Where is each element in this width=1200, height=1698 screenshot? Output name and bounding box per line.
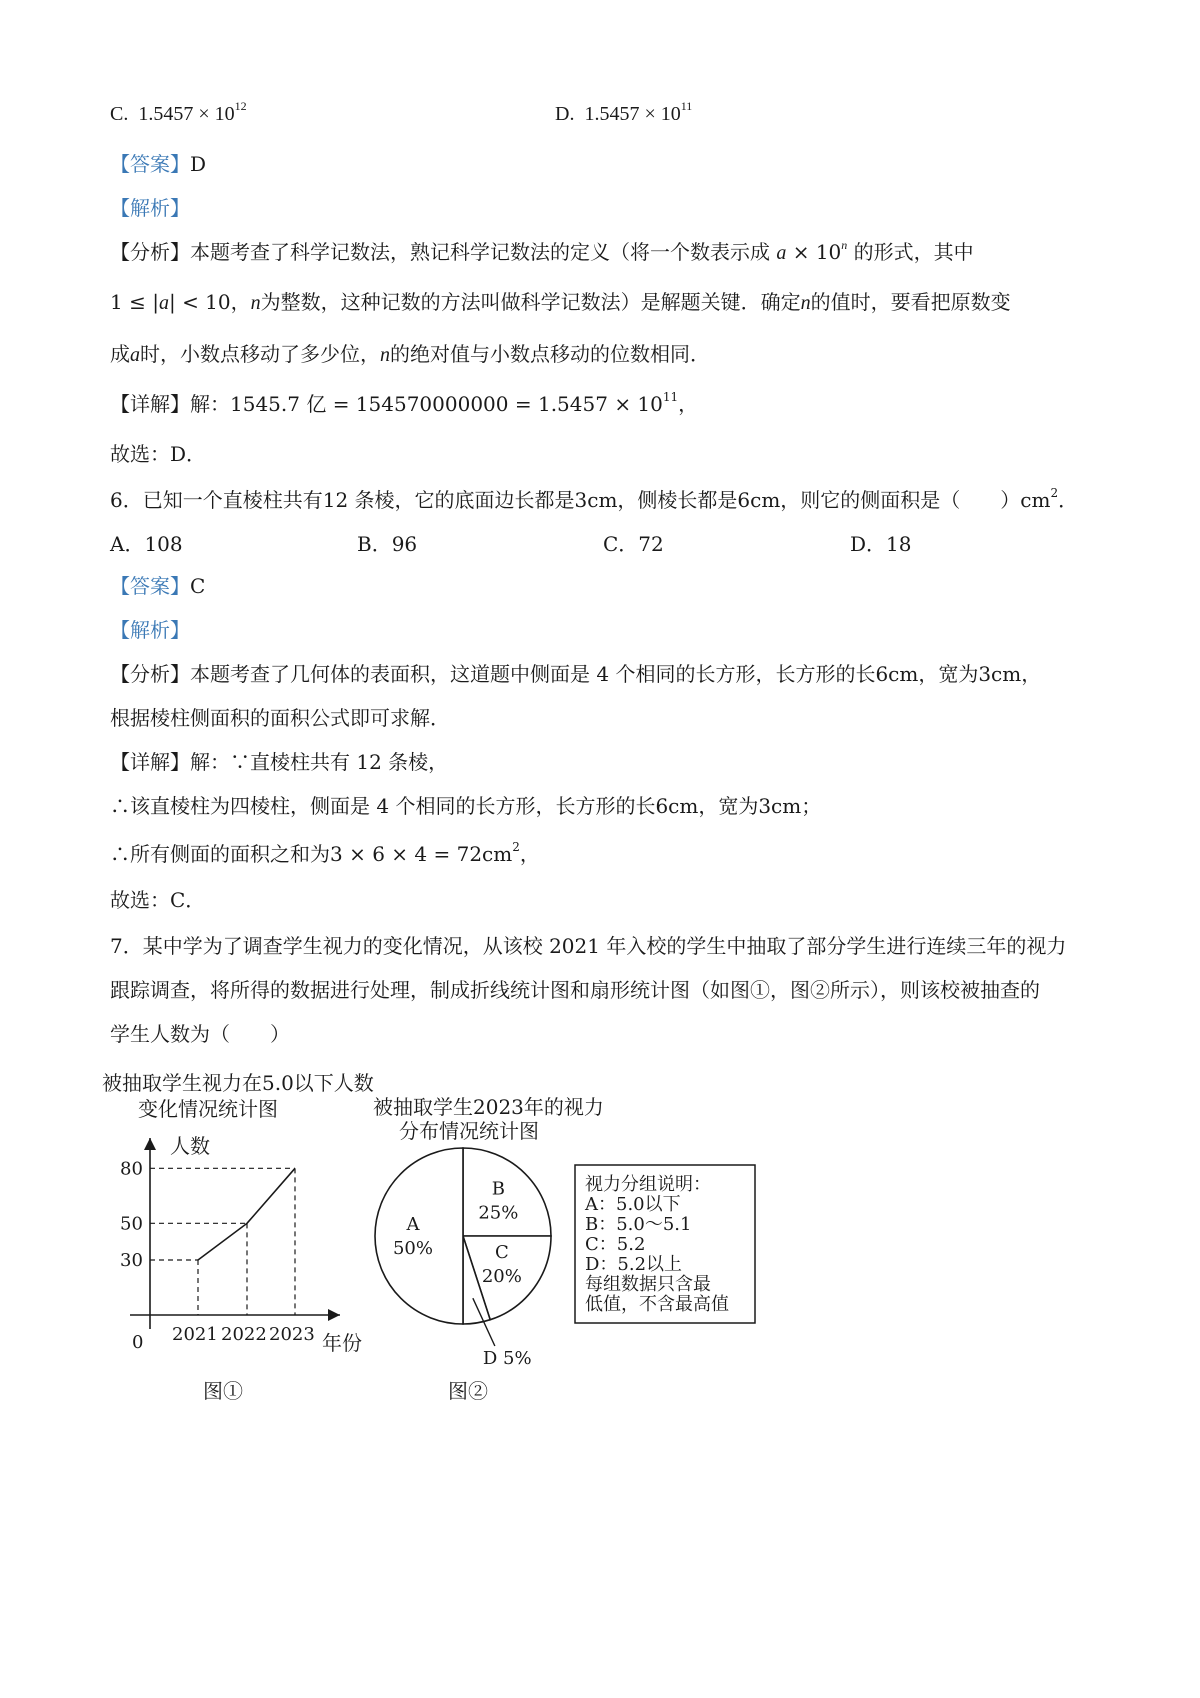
q7-stem-line2: 跟踪调查，将所得的数据进行处理，制成折线统计图和扇形统计图（如图①，图②所示），则该校被抽查的 bbox=[110, 978, 1040, 1002]
q6-option-a: A．108 bbox=[110, 532, 183, 556]
q6-detail-line1: 【详解】解：∵直棱柱共有 12 条棱， bbox=[110, 750, 449, 774]
x-tick-label-2021: 2021 bbox=[172, 1324, 218, 1345]
q5-analysis-tag: 【解析】 bbox=[110, 196, 190, 220]
legend-note-2: 低值，不含最高值 bbox=[585, 1294, 729, 1315]
legend-item-d: D：5.2以上 bbox=[585, 1254, 683, 1275]
q6-option-b: B．96 bbox=[357, 532, 418, 556]
line-chart-axes bbox=[130, 1138, 340, 1329]
pie-value-a: 50% bbox=[392, 1238, 434, 1259]
x-tick-label-2022: 2022 bbox=[221, 1324, 267, 1345]
fig2-caption: 图② bbox=[448, 1379, 488, 1403]
line-chart-title: 被抽取学生视力在5.0以下人数 bbox=[102, 1071, 374, 1095]
q5-choose: 故选：D． bbox=[110, 442, 207, 466]
q6-detail-line2: ∴该直棱柱为四棱柱，侧面是 4 个相同的长方形，长方形的长6cm，宽为3cm； bbox=[110, 794, 822, 818]
q5-detail: 【详解】解：1545.7 亿 = $154570000000 = 1.5457 \times 10^{11}$， bbox=[110, 390, 699, 416]
pie-value-c: 20% bbox=[481, 1266, 522, 1288]
y-tick-label-80: 80 bbox=[120, 1158, 143, 1180]
x-tick-label-2023: 2023 bbox=[269, 1324, 315, 1345]
q7-stem-line3: 学生人数为（ ） bbox=[110, 1022, 290, 1046]
pie-label-c: C bbox=[494, 1242, 509, 1264]
q5-option-d: D. $1.5457 \times 10^{11}$ bbox=[555, 99, 693, 125]
line-chart-origin: 0 bbox=[132, 1332, 144, 1353]
pie-chart bbox=[365, 1090, 815, 1380]
q6-stem: 6．已知一个直棱柱共有12 条棱，它的底面边长都是3cm，侧棱长都是6cm，则它的侧面积是（ ）$cm^2$． bbox=[110, 486, 1079, 512]
q5-option-c: C. $1.5457 \times 10^{12}$ bbox=[110, 99, 247, 125]
pie-chart-title: 被抽取学生2023年的视力 bbox=[373, 1095, 604, 1119]
pie-slice-a bbox=[375, 1148, 463, 1324]
fig1-caption: 图① bbox=[203, 1379, 243, 1403]
legend-item-b: B：5.0～5.1 bbox=[585, 1214, 692, 1235]
q6-analysis-tag: 【解析】 bbox=[110, 618, 190, 642]
legend-item-c: C：5.2 bbox=[585, 1234, 646, 1255]
q6-fenxi-line2: 根据棱柱侧面积的面积公式即可求解． bbox=[110, 706, 450, 730]
q5-fenxi-line2: 1 ≤ |a| < 10，n为整数，这种记数的方法叫做科学记数法）是解题关键．确定n的值时，要看把原数变 bbox=[110, 290, 1011, 314]
legend-note-1: 每组数据只含最 bbox=[585, 1274, 711, 1295]
q6-detail-line3: ∴所有侧面的面积之和为$3 \times 6 \times 4 = 72cm^2$， bbox=[110, 840, 540, 866]
pie-label-d: D 5% bbox=[482, 1348, 532, 1369]
y-tick-label-50: 50 bbox=[120, 1213, 143, 1235]
pie-label-b: B bbox=[491, 1178, 505, 1200]
legend-item-a: A：5.0以下 bbox=[585, 1194, 681, 1215]
legend-title: 视力分组说明： bbox=[585, 1174, 711, 1195]
pie-value-b: 25% bbox=[478, 1202, 519, 1224]
line-chart-xlabel: 年份 bbox=[322, 1331, 362, 1355]
q6-fenxi-line1: 【分析】本题考查了几何体的表面积，这道题中侧面是 4 个相同的长方形，长方形的长6cm，宽为3cm， bbox=[110, 662, 1042, 686]
q7-stem-line1: 7．某中学为了调查学生视力的变化情况，从该校 2021 年入校的学生中抽取了部分学生进行连续三年的视力 bbox=[110, 934, 1067, 958]
q6-choose: 故选：C． bbox=[110, 888, 206, 912]
q6-option-d: D．18 bbox=[850, 532, 912, 556]
pie-legend-box bbox=[575, 1165, 755, 1323]
pie-chart-marks bbox=[375, 1148, 551, 1369]
line-chart-subtitle: 变化情况统计图 bbox=[138, 1097, 278, 1121]
q5-fenxi-line3: 成a时，小数点移动了多少位，n的绝对值与小数点移动的位数相同． bbox=[110, 342, 710, 366]
pie-chart-subtitle: 分布情况统计图 bbox=[399, 1119, 539, 1143]
line-chart-ylabel: 人数 bbox=[170, 1134, 210, 1158]
pie-label-a: A bbox=[406, 1214, 420, 1235]
q6-answer: 【答案】C bbox=[110, 574, 206, 598]
q5-answer: 【答案】D bbox=[110, 152, 207, 176]
q6-option-c: C．72 bbox=[603, 532, 664, 556]
y-tick-label-30: 30 bbox=[120, 1250, 143, 1271]
y-axis-arrow bbox=[144, 1138, 156, 1150]
x-axis-arrow bbox=[328, 1309, 340, 1321]
q5-fenxi-line1: 【分析】本题考查了科学记数法，熟记科学记数法的定义（将一个数表示成 $a \times 10^n$ 的形式，其中 bbox=[110, 238, 974, 264]
